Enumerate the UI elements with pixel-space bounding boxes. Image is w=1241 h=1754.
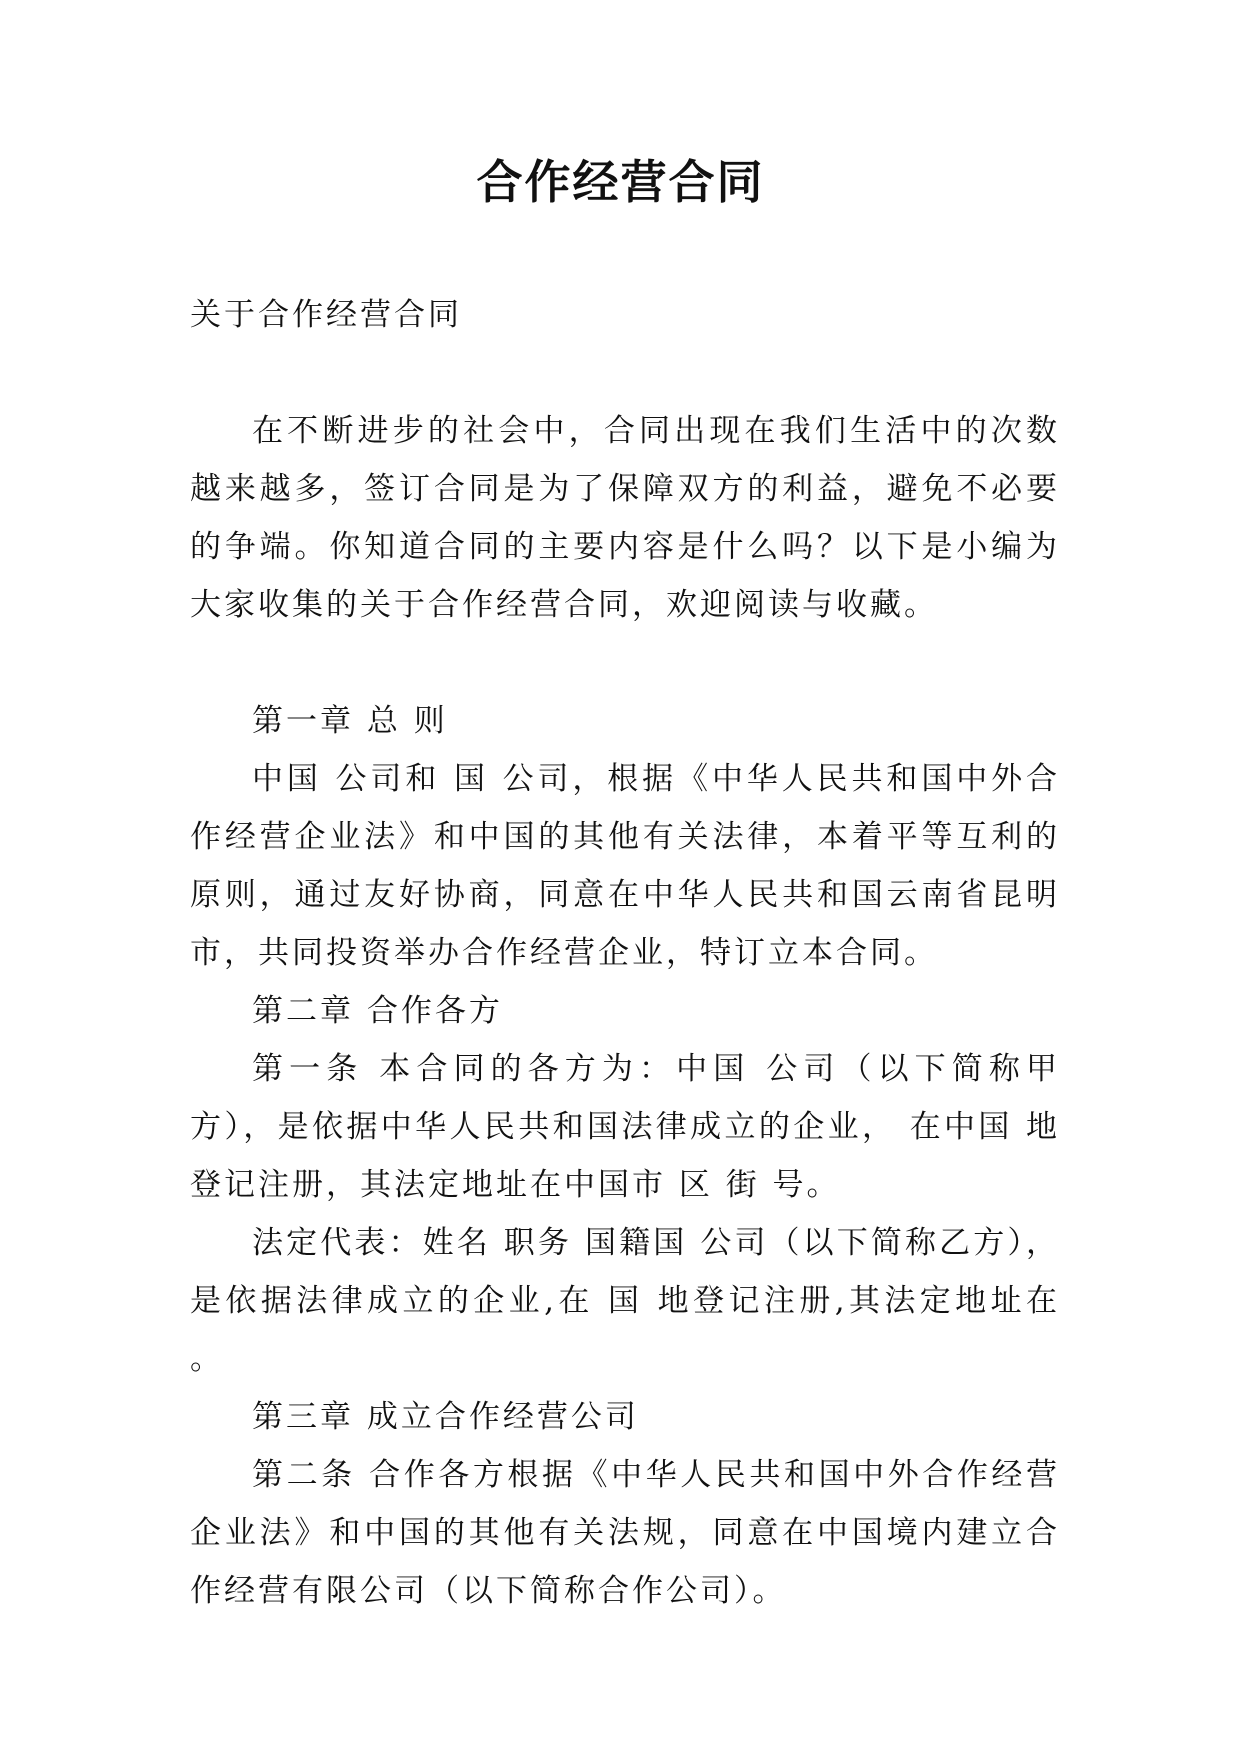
- intro-paragraph: 在不断进步的社会中，合同出现在我们生活中的次数越来越多，签订合同是为了保障双方的利益，避免不必要的争端。你知道合同的主要内容是什么吗？以下是小编为大家收集的关于合作经营合同，欢迎阅读与收藏。: [190, 413, 1060, 623]
- document-title: 合作经营合同: [476, 155, 765, 209]
- preamble-paragraph: 中国 公司和 国 公司，根据《中华人民共和国中外合作经营企业法》和中国的其他有关法律，本着平等互利的原则，通过友好协商，同意在中华人民共和国云南省昆明市，共同投资举办合作经营企业，特订立本合同。: [190, 761, 1060, 971]
- document-body: [190, 286, 1060, 1620]
- chapter-3-heading: 第三章 成立合作经营公司: [252, 1399, 639, 1435]
- chapter-2-heading: 第二章 合作各方: [252, 993, 503, 1029]
- spacer: [190, 344, 1060, 402]
- chapter-1-heading: 第一章 总 则: [252, 703, 448, 739]
- document-subtitle: 关于合作经营合同: [190, 297, 462, 333]
- article-2-paragraph: 第二条 合作各方根据《中华人民共和国中外合作经营企业法》和中国的其他有关法规，同意在中国境内建立合作经营有限公司（以下简称合作公司）。: [190, 1457, 1060, 1609]
- legal-representative-paragraph: 法定代表：姓名 职务 国籍国 公司（以下简称乙方），是依据法律成立的企业,在 国 地登记注册,其法定地址在 。: [190, 1225, 1060, 1377]
- article-1-paragraph: 第一条 本合同的各方为：中国 公司（以下简称甲方），是依据中华人民共和国法律成立的企业， 在中国 地登记注册，其法定地址在中国市 区 街 号。: [190, 1051, 1060, 1203]
- spacer: [190, 634, 1060, 692]
